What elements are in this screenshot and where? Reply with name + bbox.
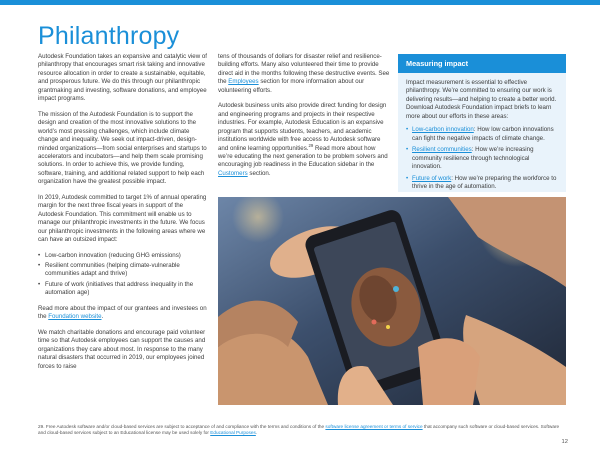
page-number: 12 [561, 439, 568, 445]
top-accent-bar [0, 0, 600, 5]
middle-column [218, 53, 390, 185]
list-item: • Low-carbon innovation: How low carbon innovations can fight the negative impacts of climate change. [406, 126, 558, 143]
employees-link[interactable]: Employees [228, 78, 259, 86]
list-item: • Future of work: How we’re preparing the workforce to thrive in the age of automation. [406, 175, 558, 192]
resilient-communities-link[interactable]: Resilient communities [412, 146, 472, 154]
hands-phone-photo [218, 197, 566, 405]
footnote-marker: 29 [308, 142, 314, 148]
focus-areas-list [38, 252, 208, 298]
list-item: • Low-carbon innovation (reducing GHG emissions) [38, 252, 208, 260]
footnote-number: 29 [38, 424, 44, 429]
disaster-relief-paragraph: tens of thousands of dollars for disaster relief and resilience-building efforts. Many also volunteered their time to provide direct aid in the months following these destructive events. See the Employees section for more information about our volunteering efforts. [218, 53, 390, 94]
volunteer-paragraph: We match charitable donations and encourage paid volunteer time so that Autodesk employees can support the causes and organizations they care about most. In response to the many natural disasters that occurred in 2019, our employees joined forces to raise [38, 328, 206, 370]
page-title: Philanthropy [38, 22, 180, 50]
low-carbon-innovation-link[interactable]: Low-carbon innovation [412, 126, 474, 134]
measuring-impact-sidebar [398, 54, 566, 192]
license-agreement-link[interactable]: software license agreement or terms of service [325, 424, 423, 429]
list-item: • Future of work (initiatives that address inequality in the automation age) [38, 281, 208, 298]
footnote: 29. Free Autodesk software and/or cloud-based services are subject to acceptance of and compliance with the terms and conditions of the software license agreement or terms of service that accompany such software or cloud-based services. Software and cloud-based services subject to an Educational license may be used solely for Educational Purposes. [38, 424, 560, 436]
list-item: • Resilient communities (helping climate-vulnerable communities adapt and thrive) [38, 262, 208, 279]
future-of-work-link[interactable]: Future of work [412, 174, 452, 182]
commitment-paragraph: In 2019, Autodesk committed to target 1% of annual operating margin for the next three fiscal years in support of the Autodesk Foundation. This commitment will enable us to manage our philanthropic investments in the future. We focus our philanthropic investments in the following areas where we can have an outsized impact: [38, 193, 207, 244]
left-column [38, 53, 208, 378]
grantees-paragraph: Read more about the impact of our grantees and investees on the Foundation website. [38, 304, 207, 321]
educational-purposes-link[interactable]: Educational Purposes [210, 430, 256, 436]
business-units-paragraph: Autodesk business units also provide direct funding for design and engineering programs and projects in their respective industries. For example, Autodesk Education is an expansive program that supports students, teachers, and academic institutions worldwide with free access to Autodesk software and online learning opportunities.$^{29}$ Read more about how we’re educating the next generation to be problem solvers and encouraging job readiness in the Education sidebar in the Customers section. [218, 102, 388, 177]
photo-illustration [218, 197, 566, 405]
foundation-website-link[interactable]: Foundation website [48, 313, 102, 321]
intro-paragraph: Autodesk Foundation takes an expansive and catalytic view of philanthropy that encourages smart risk taking and innovative resource allocation in order to create a sustainable, equitable, and prosperous future. We do this through our philanthropic grantmaking and investing, software donations, and employee impact programs. [38, 53, 207, 103]
sidebar-intro: Impact measurement is essential to effective philanthropy. We’re committed to ensuring our work is delivering results—and helping to create a better world. Download Autodesk Foundation impact briefs to learn more about our efforts in these areas: [406, 79, 557, 120]
mission-paragraph: The mission of the Autodesk Foundation is to support the design and creation of the most innovative solutions to the world’s most pressing challenges, which include climate change and inequality. We seek out impact-driven, design-minded organizations—from social enterprises and startups to accelerators and incubators—and help them scale promising solutions. In order to achieve this, we provide funding, software, training, and additional related support to help each organization have the greatest possible impact. [38, 110, 207, 186]
impact-briefs-list [406, 126, 558, 191]
sidebar-heading: Measuring impact [398, 54, 566, 73]
customers-link[interactable]: Customers [218, 169, 248, 177]
list-item: • Resilient communities: How we’re increasing community resilience through technological innovation. [406, 146, 558, 171]
